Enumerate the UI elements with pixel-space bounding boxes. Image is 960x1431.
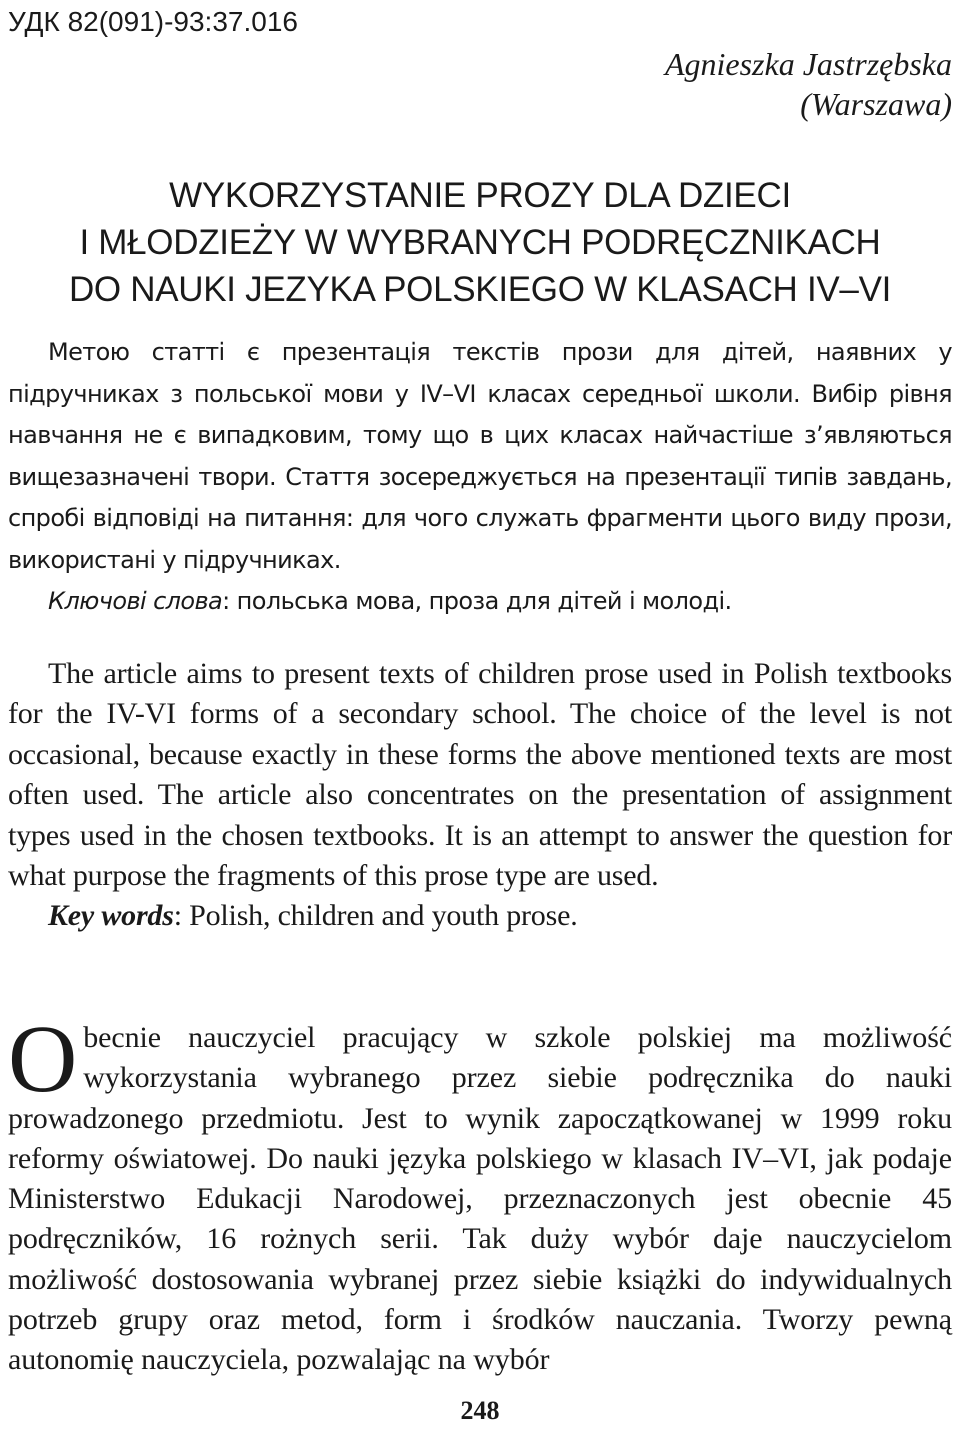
author-city: (Warszawa) bbox=[800, 86, 952, 122]
drop-cap: O bbox=[8, 1005, 78, 1112]
body-paragraph bbox=[8, 1005, 952, 1381]
udk-code: УДК 82(091)-93:37.016 bbox=[8, 6, 298, 37]
body-text: becnie nauczyciel pracujący w szkole polskiej ma możliwość wykorzystania wybranego przez siebie podręcznika do nauki prowadzonego przedmiotu. Jest to wynik zapoczątkowanej w 1999 roku reformy oświatowej. Do nauki języka polskiego w klasach IV–VI, jak podaje Ministerstwo Edukacji Narodowej, przeznaczonych jest obecnie 45 podręczników, 16 rożnych serii. Tak duży wybór daje nauczycielom możliwość dostosowania wybranej przez siebie książki do indywidualnych potrzeb grupy oraz metod, form i środków nauczania. Tworzy pewną autonomię nauczyciela, pozwalając na wybór bbox=[8, 1021, 952, 1377]
article-title bbox=[0, 172, 960, 313]
abstract-english bbox=[8, 654, 952, 937]
page-number: 248 bbox=[460, 1396, 500, 1425]
abstract-en-text bbox=[8, 654, 952, 896]
title-line-2: I MŁODZIEŻY W WYBRANYCH PODRĘCZNIKACH bbox=[79, 223, 881, 262]
abstract-ukrainian bbox=[8, 332, 952, 623]
abstract-en-keywords bbox=[8, 896, 952, 936]
keywords-ua-values: : польська мова, проза для дітей і молоді. bbox=[222, 587, 732, 615]
abstract-ua-body: Метою статті є презентація текстів прози для дітей, наявних у підручниках з польської мови у IV–VI класах середньої школи. Вибір рівня навчання не є випадковим, тому що в цих класах найчастіше з’являються вищезазначені твори. Стаття зосереджується на презентації типів завдань, спробі відповіді на питання: для чого служать фрагменти цього виду прози, використані у підручниках. bbox=[8, 338, 952, 574]
keywords-en-values: : Polish, children and youth prose. bbox=[173, 899, 578, 933]
abstract-en-body: The article aims to present texts of children prose used in Polish textbooks for the IV-VI forms of a secondary school. The choice of the level is not occasional, because exactly in these forms the above mentioned texts are most often used. The article also concentrates on the presentation of assignment types used in the chosen textbooks. It is an attempt to answer the question for what purpose the fragments of this prose type are used. bbox=[8, 657, 952, 893]
title-line-1: WYKORZYSTANIE PROZY DLA DZIECI bbox=[169, 176, 791, 215]
keywords-ua-label: Ключові слова bbox=[48, 587, 223, 615]
abstract-ua-keywords bbox=[8, 581, 952, 623]
keywords-en-label: Key words bbox=[48, 899, 174, 933]
abstract-ua-text bbox=[8, 332, 952, 581]
title-line-3: DO NAUKI JEZYKA POLSKIEGO W KLASACH IV–VI bbox=[68, 270, 892, 309]
author-block bbox=[665, 44, 952, 124]
author-name: Agnieszka Jastrzębska bbox=[664, 46, 952, 82]
